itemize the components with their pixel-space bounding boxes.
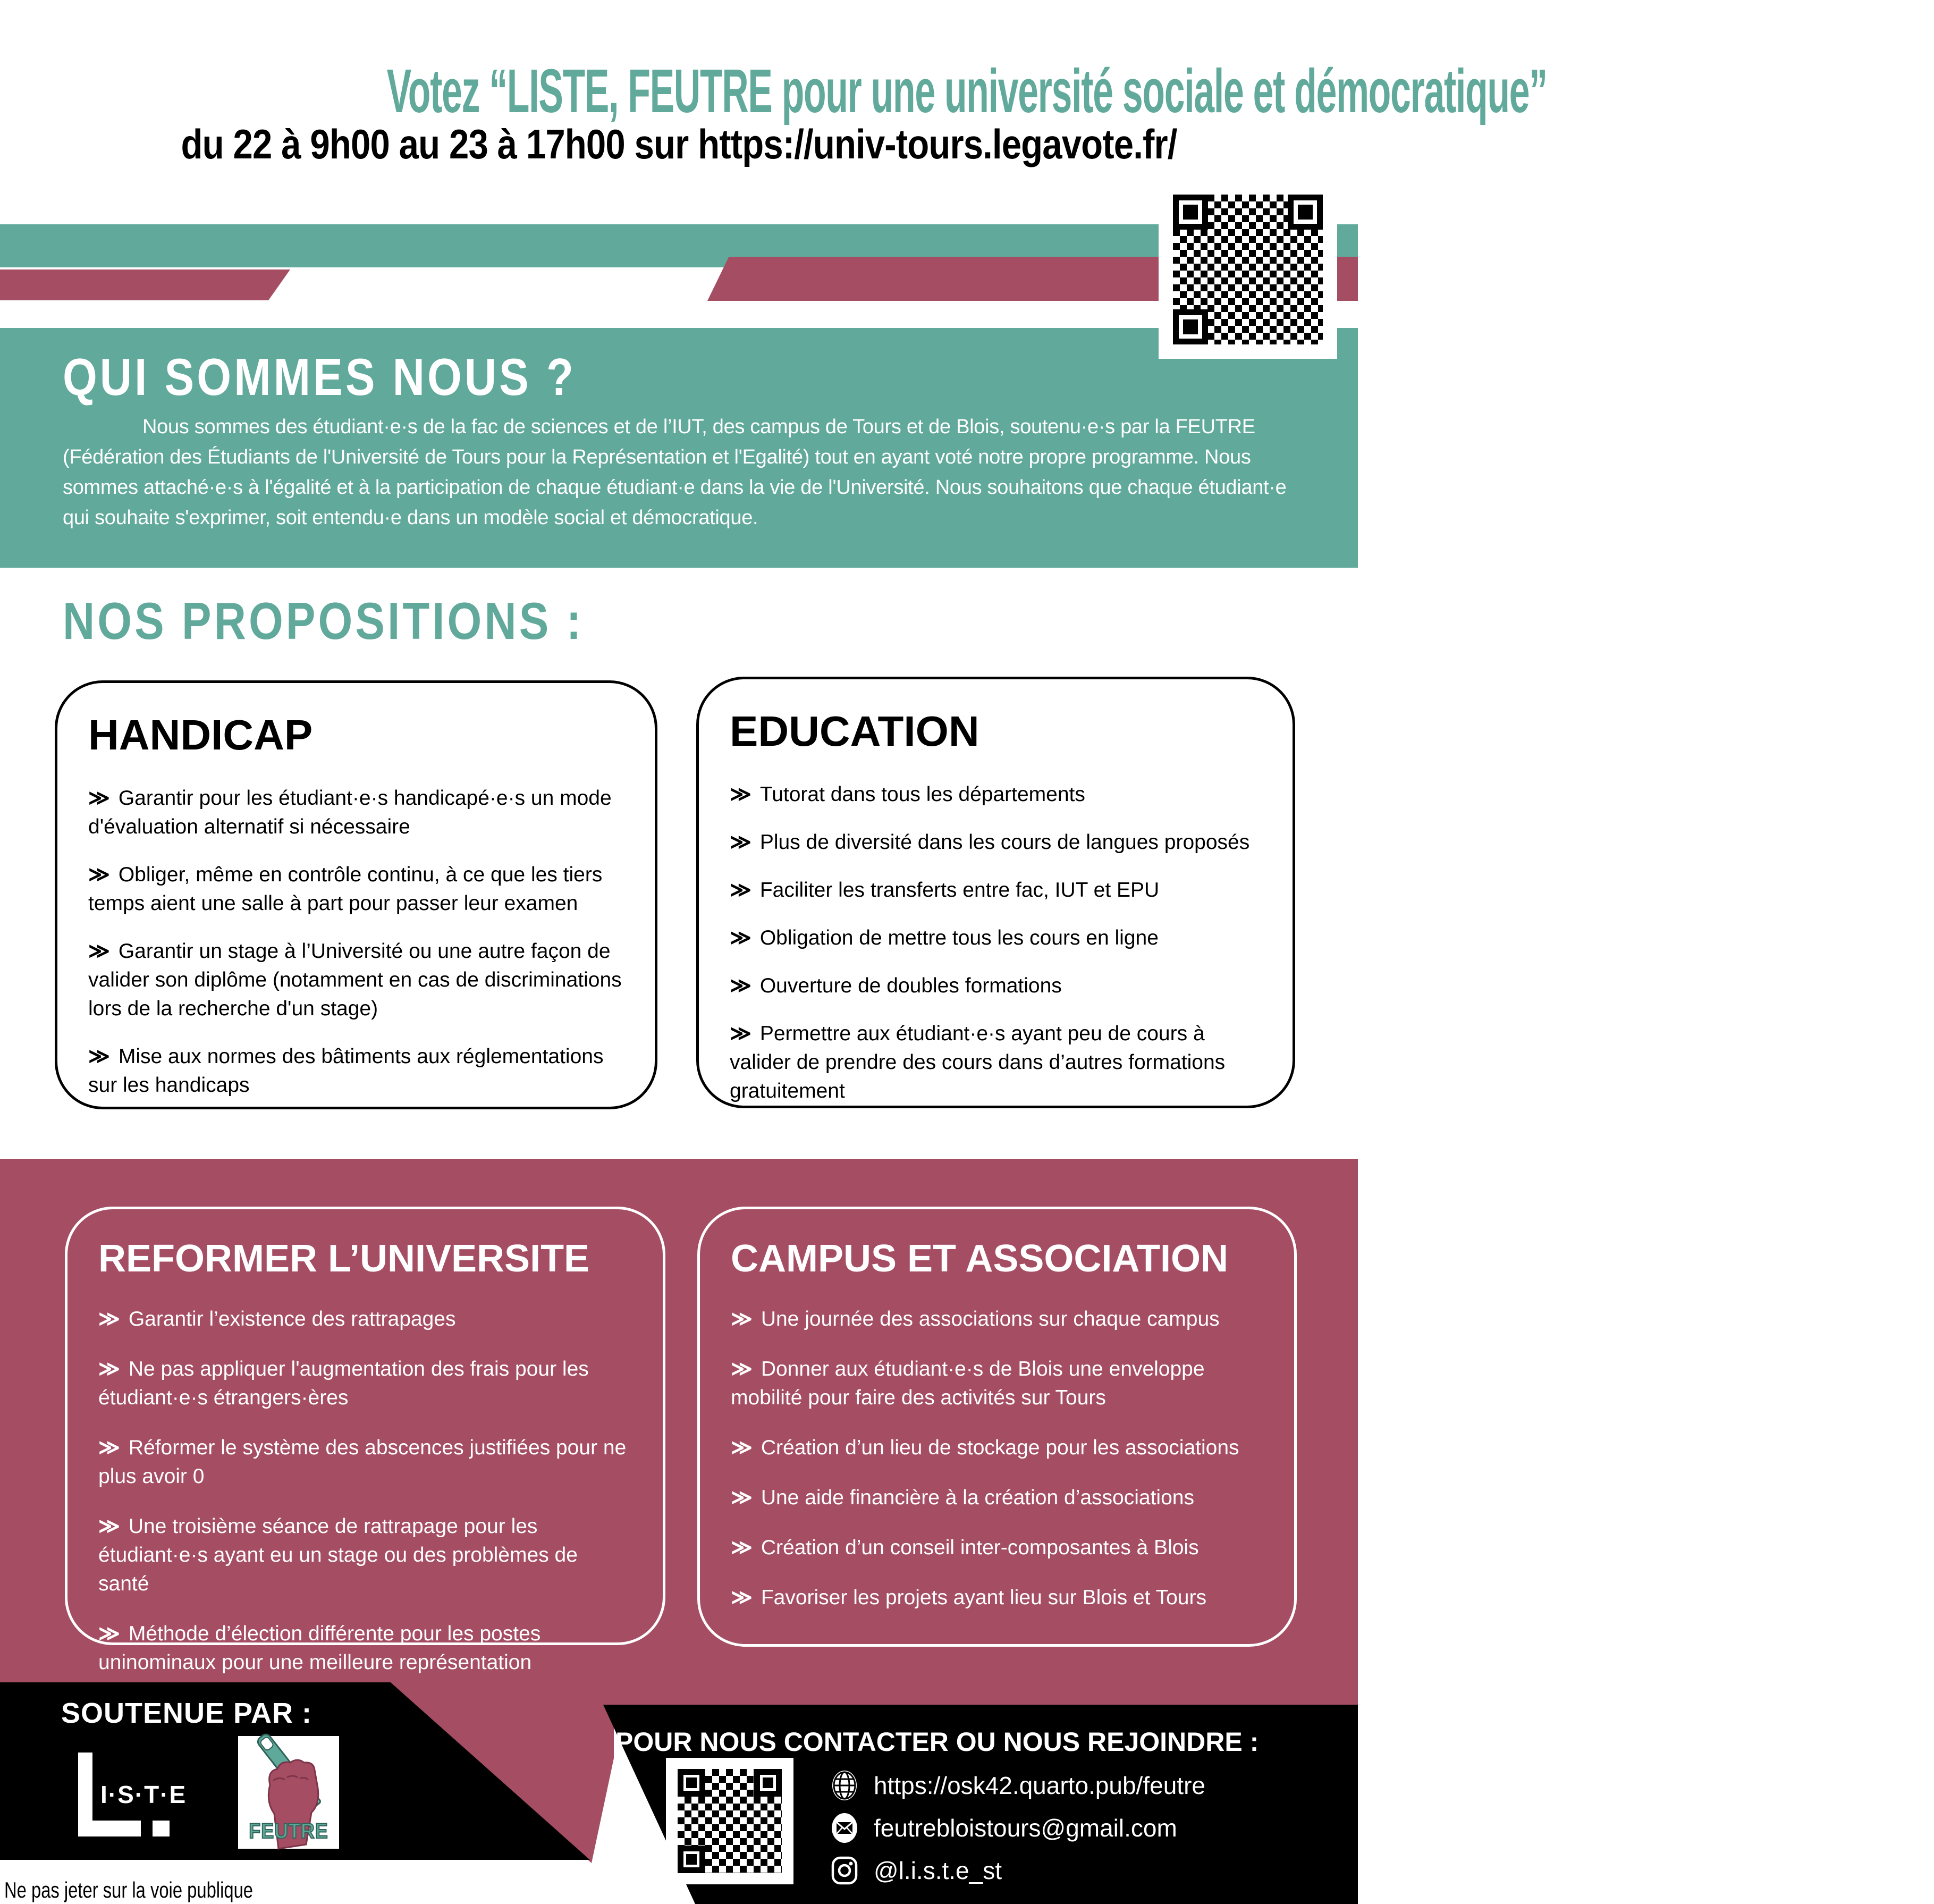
campus-association-box <box>697 1207 1297 1647</box>
vote-dates-text: du 22 à 9h00 au 23 à 17h00 sur https://univ-tours.legavote.fr/ <box>181 121 1177 167</box>
proposition-text: Favoriser les projets ayant lieu sur Blois et Tours <box>761 1586 1206 1609</box>
proposition-item <box>730 828 1262 857</box>
globe-icon <box>829 1770 860 1801</box>
proposition-text: Création d’un conseil inter-composantes à Blois <box>761 1536 1199 1559</box>
bullet-icon: ≫ <box>731 1358 753 1380</box>
contact-row-instagram[interactable] <box>829 1855 1205 1886</box>
proposition-text: Méthode d’élection différente pour les postes uninominaux pour une meilleure représentation <box>98 1622 541 1674</box>
bullet-icon: ≫ <box>98 1436 120 1459</box>
propositions-heading <box>63 591 675 651</box>
bullet-icon: ≫ <box>730 1022 751 1045</box>
proposition-item <box>731 1305 1263 1334</box>
bullet-icon: ≫ <box>731 1536 753 1559</box>
bullet-icon: ≫ <box>88 863 110 886</box>
proposition-text: Ouverture de doubles formations <box>759 974 1062 997</box>
proposition-text: Mise aux normes des bâtiments aux réglementations sur les handicaps <box>88 1045 604 1097</box>
liste-logo-l-horizontal <box>78 1821 141 1836</box>
bullet-icon: ≫ <box>88 940 110 963</box>
proposition-item <box>730 780 1262 809</box>
liste-logo-text: I·S·T·E <box>100 1781 187 1808</box>
proposition-item <box>98 1512 632 1598</box>
bullet-icon: ≫ <box>731 1308 753 1330</box>
supported-by-label: SOUTENUE PAR : <box>61 1697 313 1729</box>
bullet-icon: ≫ <box>730 831 751 854</box>
proposition-text: Ne pas appliquer l'augmentation des frais pour les étudiant·e·s étrangers·ères <box>98 1358 589 1409</box>
liste-logo-dot <box>153 1821 170 1836</box>
proposition-text: Garantir l’existence des rattrapages <box>128 1308 456 1330</box>
proposition-item <box>731 1534 1263 1562</box>
handicap-items <box>88 784 624 1100</box>
proposition-item <box>88 784 624 841</box>
qr-finder-icon <box>678 1846 705 1873</box>
feutre-logo-text: FEUTRE <box>249 1819 328 1843</box>
education-box-title: EDUCATION <box>730 707 979 755</box>
qui-sommes-nous-paragraph: Nous sommes des étudiant·e·s de la fac de sciences et de l’IUT, des campus de Tours et de Blois, soutenu·e·s par la FEUTRE (Fédération des Étudiants de l'Université de Tours pour la Représentation et l'Egalité) tout en ayant voté notre propre programme. Nous sommes attaché·e·s à l'égalité et à la participation de chaque étudiant·e dans la vie de l'Université. Nous souhaitons que chaque étudiant·e qui souhaite s'exprimer, soit entendu·e dans un modèle social et démocratique. <box>63 416 1287 529</box>
proposition-text: Création d’un lieu de stockage pour les associations <box>761 1436 1239 1459</box>
qui-sommes-nous-heading <box>63 347 667 407</box>
reformer-box-title: REFORMER L’UNIVERSITE <box>98 1237 590 1280</box>
contact-list <box>829 1770 1205 1886</box>
bullet-icon: ≫ <box>88 1045 110 1068</box>
proposition-item <box>98 1355 632 1412</box>
qr-pattern <box>1173 195 1323 344</box>
bullet-icon: ≫ <box>731 1486 753 1509</box>
website-url[interactable]: https://osk42.quarto.pub/feutre <box>874 1772 1205 1799</box>
education-box <box>696 677 1295 1108</box>
proposition-item <box>731 1583 1263 1612</box>
qr-pattern <box>678 1769 782 1873</box>
qr-finder-icon <box>754 1769 782 1797</box>
poster-title <box>0 55 1547 127</box>
bullet-icon: ≫ <box>730 926 751 949</box>
qr-finder-icon <box>678 1769 705 1797</box>
proposition-item <box>731 1434 1263 1462</box>
bullet-icon: ≫ <box>88 787 110 810</box>
campus-box-title: CAMPUS ET ASSOCIATION <box>731 1237 1229 1280</box>
qui-sommes-nous-heading-text: QUI SOMMES NOUS ? <box>63 348 577 406</box>
reformer-universite-box <box>65 1207 665 1674</box>
proposition-text: Garantir pour les étudiant·e·s handicapé·e·s un mode d'évaluation alternatif si nécessaire <box>88 787 612 838</box>
campus-items <box>731 1305 1263 1612</box>
proposition-item <box>731 1355 1263 1412</box>
disclaimer-text: Ne pas jeter sur la voie publique <box>4 1877 254 1902</box>
proposition-item <box>730 924 1262 953</box>
bullet-icon: ≫ <box>730 783 751 806</box>
proposition-text: Une troisième séance de rattrapage pour les étudiant·e·s ayant eu un stage ou des problèmes de santé <box>98 1515 578 1595</box>
liste-logo <box>78 1753 206 1838</box>
proposition-text: Obligation de mettre tous les cours en ligne <box>759 926 1159 949</box>
instagram-handle[interactable]: @l.i.s.t.e_st <box>874 1857 1002 1884</box>
proposition-item <box>98 1620 632 1677</box>
proposition-item <box>731 1484 1263 1512</box>
proposition-item <box>730 876 1262 905</box>
email-address[interactable]: feutrebloistours@gmail.com <box>874 1814 1177 1842</box>
proposition-item <box>730 1020 1262 1106</box>
qr-finder-icon <box>1173 195 1208 230</box>
bullet-icon: ≫ <box>98 1515 120 1538</box>
instagram-icon <box>829 1855 860 1886</box>
contact-row-website[interactable] <box>829 1770 1205 1801</box>
poster-title-text: Votez “LISTE, FEUTRE pour une université sociale et démocratique” <box>386 56 1547 125</box>
feutre-logo <box>238 1736 339 1849</box>
proposition-item <box>98 1434 632 1491</box>
proposition-text: Permettre aux étudiant·e·s ayant peu de cours à valider de prendre des cours dans d’autres formations gratuitement <box>730 1022 1226 1102</box>
reformer-items <box>98 1305 632 1677</box>
qr-code-contact <box>666 1758 793 1884</box>
contact-heading: POUR NOUS CONTACTER OU NOUS REJOINDRE : <box>615 1727 1259 1757</box>
bullet-icon: ≫ <box>731 1436 753 1459</box>
bullet-icon: ≫ <box>730 879 751 902</box>
handicap-box <box>55 680 657 1109</box>
bullet-icon: ≫ <box>98 1358 120 1380</box>
bullet-icon: ≫ <box>730 974 751 997</box>
contact-row-email[interactable] <box>829 1813 1205 1843</box>
proposition-text: Une journée des associations sur chaque campus <box>761 1308 1220 1330</box>
proposition-item <box>88 1042 624 1100</box>
proposition-text: Faciliter les transferts entre fac, IUT et EPU <box>759 879 1160 902</box>
qr-finder-icon <box>1173 309 1208 344</box>
handicap-box-title: HANDICAP <box>88 711 313 759</box>
proposition-text: Une aide financière à la création d’associations <box>761 1486 1194 1509</box>
qr-finder-icon <box>1288 195 1323 230</box>
bullet-icon: ≫ <box>98 1308 120 1330</box>
propositions-heading-text: NOS PROPOSITIONS : <box>63 592 584 650</box>
bullet-icon: ≫ <box>98 1622 120 1645</box>
proposition-text: Tutorat dans tous les départements <box>759 783 1085 806</box>
proposition-text: Garantir un stage à l’Université ou une autre façon de valider son diplôme (notamment en cas de discriminations lors de la recherche d'un stage) <box>88 940 622 1020</box>
proposition-text: Obliger, même en contrôle continu, à ce que les tiers temps aient une salle à part pour passer leur examen <box>88 863 603 915</box>
email-icon <box>829 1813 860 1843</box>
bullet-icon: ≫ <box>731 1586 753 1609</box>
qui-sommes-nous-section <box>0 328 1358 568</box>
proposition-item <box>88 861 624 918</box>
proposition-item <box>88 937 624 1023</box>
disclaimer <box>4 1877 323 1903</box>
qr-code-vote <box>1159 180 1337 359</box>
proposition-text: Donner aux étudiant·e·s de Blois une enveloppe mobilité pour faire des activités sur Tours <box>731 1358 1205 1409</box>
proposition-item <box>730 972 1262 1000</box>
maroon-stripe-left <box>0 269 290 300</box>
proposition-item <box>98 1305 632 1334</box>
education-items <box>730 780 1262 1106</box>
vote-dates-subtitle <box>0 120 1358 169</box>
proposition-text: Réformer le système des abscences justifiées pour ne plus avoir 0 <box>98 1436 627 1488</box>
proposition-text: Plus de diversité dans les cours de langues proposés <box>759 831 1250 854</box>
